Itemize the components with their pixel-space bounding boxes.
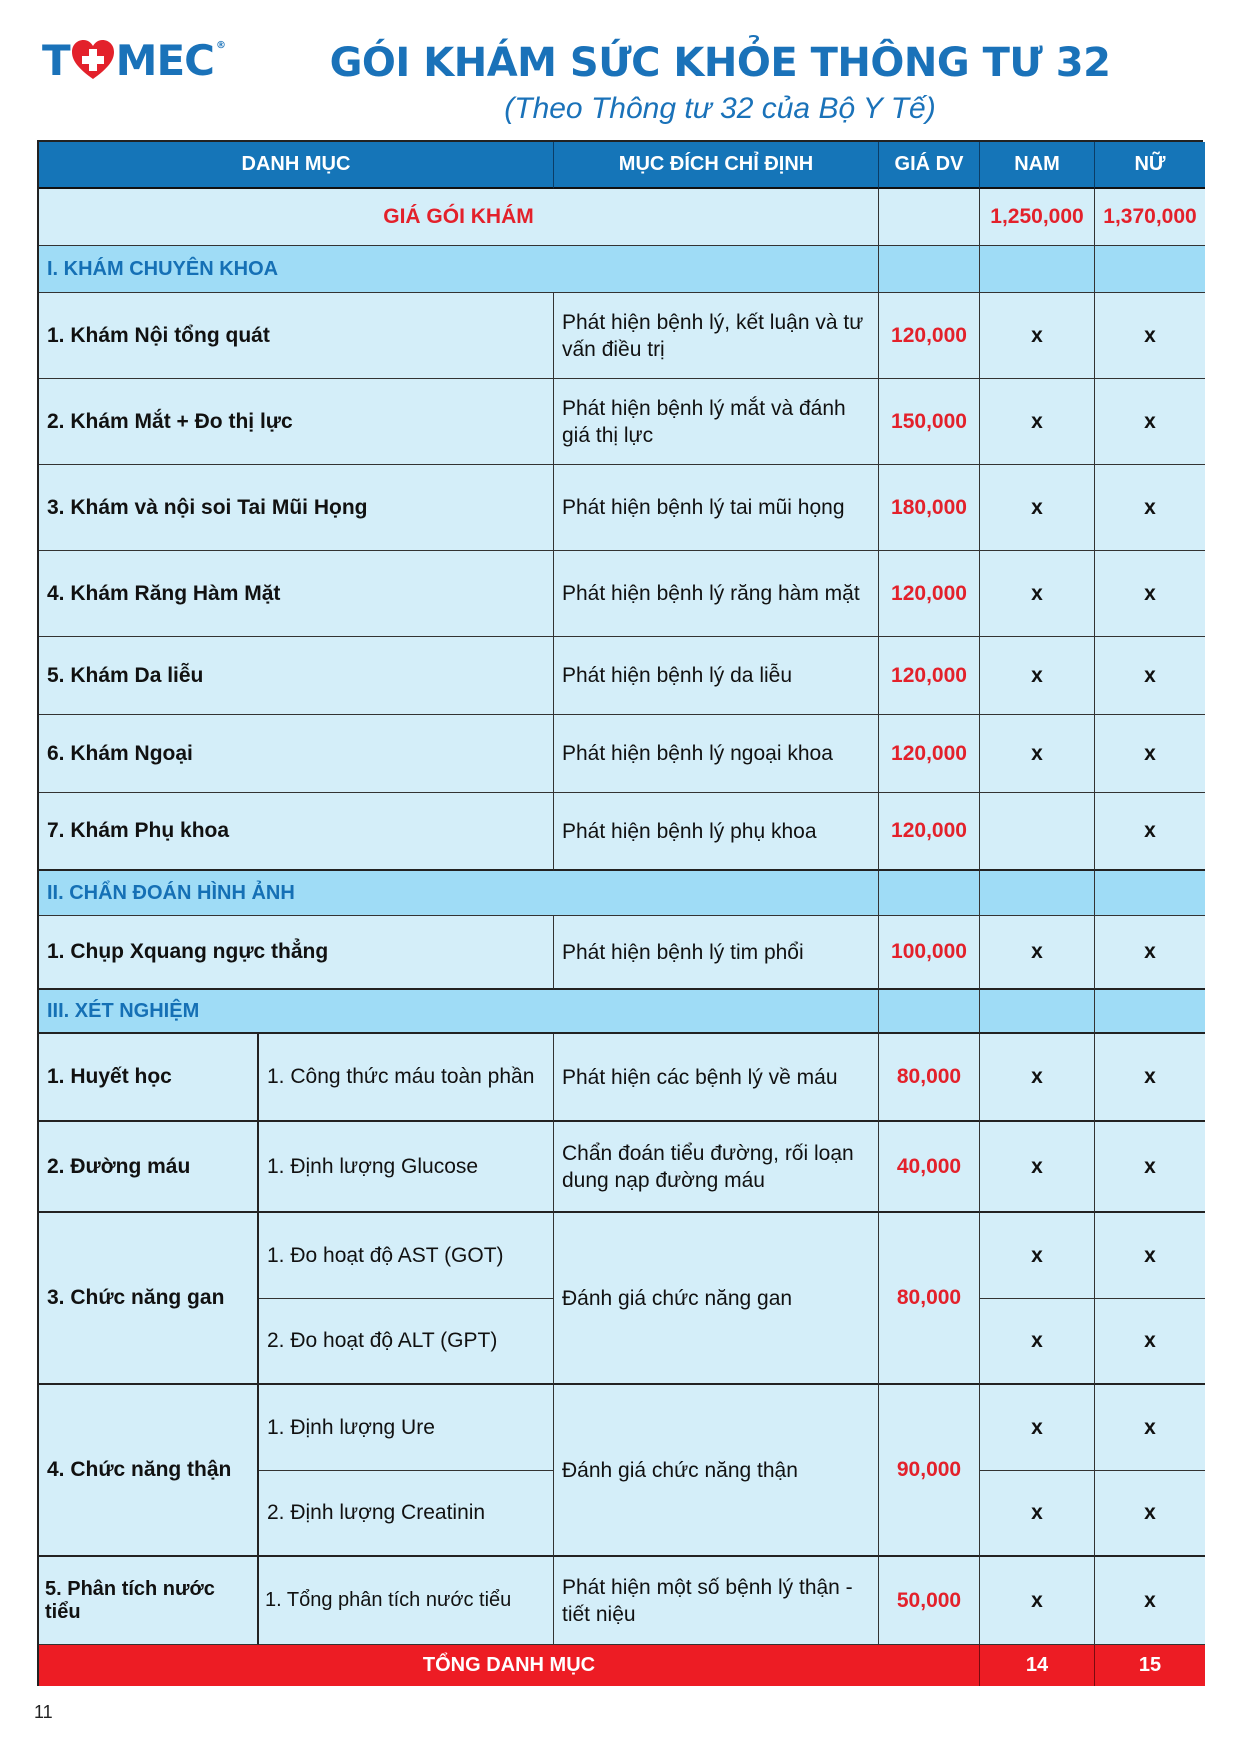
section-heading: II. CHẨN ĐOÁN HÌNH ẢNH bbox=[39, 871, 879, 916]
item-female-mark: x bbox=[1095, 715, 1205, 793]
item-female-mark: x bbox=[1095, 293, 1205, 379]
section-cell bbox=[879, 871, 980, 916]
item-price: 180,000 bbox=[879, 465, 980, 551]
item-name: 3. Khám và nội soi Tai Mũi Họng bbox=[39, 465, 554, 551]
item-male-mark: x bbox=[980, 715, 1095, 793]
item-male-mark: x bbox=[980, 1034, 1095, 1122]
package-price-female: 1,370,000 bbox=[1095, 189, 1205, 246]
section-cell bbox=[879, 246, 980, 293]
item-purpose: Phát hiện bệnh lý tai mũi họng bbox=[554, 465, 879, 551]
col-header-price: GIÁ DV bbox=[879, 142, 980, 189]
item-name: 7. Khám Phụ khoa bbox=[39, 793, 554, 871]
section-heading: I. KHÁM CHUYÊN KHOA bbox=[39, 246, 879, 293]
item-price: 120,000 bbox=[879, 293, 980, 379]
item-name: 2. Khám Mắt + Đo thị lực bbox=[39, 379, 554, 465]
lab-group-name: 2. Đường máu bbox=[39, 1122, 259, 1213]
item-female-mark: x bbox=[1095, 1557, 1205, 1645]
col-header-purpose: MỤC ĐÍCH CHỈ ĐỊNH bbox=[554, 142, 879, 189]
package-price-label: GIÁ GÓI KHÁM bbox=[39, 189, 879, 246]
item-price: 120,000 bbox=[879, 551, 980, 637]
item-male-mark: x bbox=[980, 1385, 1095, 1471]
item-female-mark: x bbox=[1095, 1471, 1205, 1557]
page-subtitle: (Theo Thông tư 32 của Bộ Y Tế) bbox=[504, 92, 936, 125]
logo-text-right: MEC bbox=[115, 35, 214, 85]
item-female-mark: x bbox=[1095, 1034, 1205, 1122]
item-female-mark: x bbox=[1095, 1385, 1205, 1471]
registered-mark: ® bbox=[215, 40, 225, 51]
section-cell bbox=[879, 990, 980, 1034]
item-purpose: Đánh giá chức năng gan bbox=[554, 1213, 879, 1385]
item-male-mark: x bbox=[980, 916, 1095, 990]
item-name: 1. Khám Nội tổng quát bbox=[39, 293, 554, 379]
item-price: 80,000 bbox=[879, 1034, 980, 1122]
item-purpose: Phát hiện bệnh lý răng hàm mặt bbox=[554, 551, 879, 637]
item-female-mark: x bbox=[1095, 637, 1205, 715]
item-purpose: Đánh giá chức năng thận bbox=[554, 1385, 879, 1557]
item-female-mark: x bbox=[1095, 379, 1205, 465]
item-male-mark: x bbox=[980, 1122, 1095, 1213]
col-header-category: DANH MỤC bbox=[39, 142, 554, 189]
item-female-mark: x bbox=[1095, 465, 1205, 551]
item-male-mark: x bbox=[980, 1471, 1095, 1557]
lab-test-name: 1. Tổng phân tích nước tiểu bbox=[259, 1557, 554, 1645]
item-purpose: Phát hiện bệnh lý ngoại khoa bbox=[554, 715, 879, 793]
item-female-mark: x bbox=[1095, 793, 1205, 871]
lab-group-name: 3. Chức năng gan bbox=[39, 1213, 259, 1385]
col-header-male: NAM bbox=[980, 142, 1095, 189]
section-cell bbox=[1095, 871, 1205, 916]
item-name: 1. Chụp Xquang ngực thẳng bbox=[39, 916, 554, 990]
section-cell bbox=[980, 990, 1095, 1034]
item-name: 4. Khám Răng Hàm Mặt bbox=[39, 551, 554, 637]
item-purpose: Phát hiện bệnh lý mắt và đánh giá thị lực bbox=[554, 379, 879, 465]
section-cell bbox=[1095, 990, 1205, 1034]
lab-group-name: 1. Huyết học bbox=[39, 1034, 259, 1122]
item-male-mark bbox=[980, 793, 1095, 871]
package-price-male: 1,250,000 bbox=[980, 189, 1095, 246]
logo-text-left: T bbox=[42, 35, 70, 85]
item-purpose: Chẩn đoán tiểu đường, rối loạn dung nạp đường máu bbox=[554, 1122, 879, 1213]
item-purpose: Phát hiện bệnh lý da liễu bbox=[554, 637, 879, 715]
item-male-mark: x bbox=[980, 1299, 1095, 1385]
item-male-mark: x bbox=[980, 551, 1095, 637]
total-male: 14 bbox=[980, 1645, 1095, 1686]
item-price: 90,000 bbox=[879, 1385, 980, 1557]
col-header-female: NỮ bbox=[1095, 142, 1205, 189]
section-heading: III. XÉT NGHIỆM bbox=[39, 990, 879, 1034]
package-table bbox=[37, 140, 1203, 1686]
total-female: 15 bbox=[1095, 1645, 1205, 1686]
page-title: GÓI KHÁM SỨC KHỎE THÔNG TƯ 32 bbox=[329, 40, 1111, 86]
lab-test-name: 1. Công thức máu toàn phần bbox=[259, 1034, 554, 1122]
item-male-mark: x bbox=[980, 293, 1095, 379]
tomec-logo bbox=[42, 35, 225, 85]
item-purpose: Phát hiện bệnh lý tim phổi bbox=[554, 916, 879, 990]
item-female-mark: x bbox=[1095, 1299, 1205, 1385]
heart-cross-icon bbox=[71, 39, 115, 81]
item-price: 100,000 bbox=[879, 916, 980, 990]
item-male-mark: x bbox=[980, 1557, 1095, 1645]
item-female-mark: x bbox=[1095, 1122, 1205, 1213]
item-male-mark: x bbox=[980, 465, 1095, 551]
page-number: 11 bbox=[34, 1702, 53, 1722]
lab-test-name: 1. Đo hoạt độ AST (GOT) bbox=[259, 1213, 554, 1299]
section-cell bbox=[980, 246, 1095, 293]
item-purpose: Phát hiện bệnh lý, kết luận và tư vấn điều trị bbox=[554, 293, 879, 379]
item-price: 120,000 bbox=[879, 793, 980, 871]
lab-test-name: 2. Định lượng Creatinin bbox=[259, 1471, 554, 1557]
item-price: 120,000 bbox=[879, 637, 980, 715]
lab-test-name: 2. Đo hoạt độ ALT (GPT) bbox=[259, 1299, 554, 1385]
section-cell bbox=[1095, 246, 1205, 293]
item-purpose: Phát hiện các bệnh lý về máu bbox=[554, 1034, 879, 1122]
section-cell bbox=[980, 871, 1095, 916]
package-price-empty bbox=[879, 189, 980, 246]
item-name: 6. Khám Ngoại bbox=[39, 715, 554, 793]
item-female-mark: x bbox=[1095, 916, 1205, 990]
lab-test-name: 1. Định lượng Ure bbox=[259, 1385, 554, 1471]
item-price: 120,000 bbox=[879, 715, 980, 793]
lab-test-name: 1. Định lượng Glucose bbox=[259, 1122, 554, 1213]
lab-group-name: 5. Phân tích nước tiểu bbox=[39, 1557, 259, 1645]
item-female-mark: x bbox=[1095, 551, 1205, 637]
item-male-mark: x bbox=[980, 637, 1095, 715]
item-price: 150,000 bbox=[879, 379, 980, 465]
item-price: 80,000 bbox=[879, 1213, 980, 1385]
item-male-mark: x bbox=[980, 1213, 1095, 1299]
item-purpose: Phát hiện bệnh lý phụ khoa bbox=[554, 793, 879, 871]
item-female-mark: x bbox=[1095, 1213, 1205, 1299]
lab-group-name: 4. Chức năng thận bbox=[39, 1385, 259, 1557]
item-male-mark: x bbox=[980, 379, 1095, 465]
item-price: 40,000 bbox=[879, 1122, 980, 1213]
total-label: TỔNG DANH MỤC bbox=[39, 1645, 980, 1686]
item-purpose: Phát hiện một số bệnh lý thận - tiết niệu bbox=[554, 1557, 879, 1645]
item-price: 50,000 bbox=[879, 1557, 980, 1645]
item-name: 5. Khám Da liễu bbox=[39, 637, 554, 715]
